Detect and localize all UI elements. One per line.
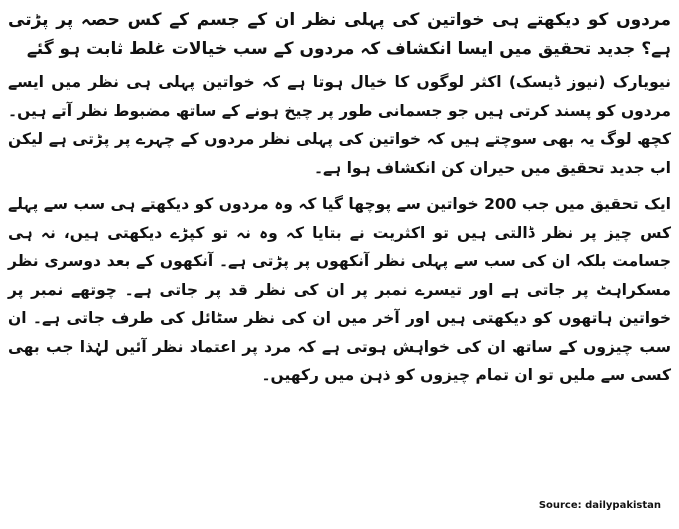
source-credit: Source: dailypakistan [538, 500, 661, 511]
article [8, 6, 671, 400]
article-headline: مردوں کو دیکھتے ہی خواتین کی پہلی نظر ان کے جسم کے کس حصہ پر پڑتی ہے؟ جدید تحقیق میں ایسا انکشاف کہ مردوں کے سب خیالات غلط ثابت ہو گئے [8, 10, 671, 59]
article-paragraph-intro: نیویارک (نیوز ڈیسک) اکثر لوگوں کا خیال ہوتا ہے کہ خواتین پہلی ہی نظر میں ایسے مردوں کو پسند کرتی ہیں جو جسمانی طور پر چیخ ہونے کے ساتھ مضبوط نظر آتے ہیں۔ کچھ لوگ یہ بھی سوچتے ہیں کہ خواتین کی پہلی نظر مردوں کے چہرے پر پڑتی ہے لیکن اب جدید تحقیق میں حیران کن انکشاف ہوا ہے۔ [8, 73, 671, 177]
article-paragraph-research: ایک تحقیق میں جب 200 خواتین سے پوچھا گیا کہ وہ مردوں کو دیکھتے ہی سب سے پہلے کس چیز پر نظر ڈالتی ہیں تو اکثریت نے بتایا کہ وہ نہ تو کپڑے دیکھتی ہیں، نہ ہی جسامت بلکہ ان کی سب سے پہلی نظر آنکھوں پر پڑتی ہے۔ آنکھوں کے بعد دوسری نظر مسکراہٹ پر جاتی ہے اور تیسرے نمبر پر ان کی نظر قد پر جاتی ہے۔ چوتھے نمبر پر خواتین ہاتھوں کو دیکھتی ہیں اور آخر میں ان کی نظر سٹائل کی طرف جاتی ہے۔ ان سب چیزوں کے ساتھ ان کی خواہش ہوتی ہے کہ مرد پر اعتماد نظر آئیں لہٰذا جب بھی کسی سے ملیں تو ان تمام چیزوں کو ذہن میں رکھیں۔ [8, 195, 671, 384]
